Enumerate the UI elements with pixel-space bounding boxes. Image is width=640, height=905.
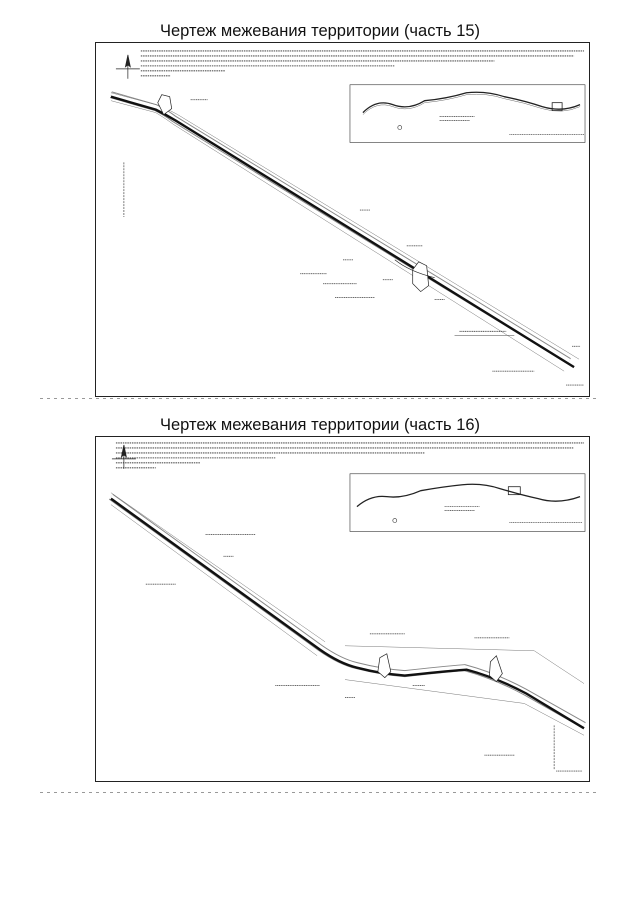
header-note bbox=[116, 443, 584, 468]
inset-location-map bbox=[350, 474, 585, 532]
north-arrow-icon bbox=[116, 55, 140, 79]
drawing-part-15 bbox=[96, 43, 589, 396]
drawing-sheet-part-15 bbox=[95, 42, 590, 397]
drawing-sheet-part-16 bbox=[95, 436, 590, 782]
header-note bbox=[141, 51, 584, 76]
drawing-part-16 bbox=[96, 437, 589, 781]
north-arrow-icon bbox=[112, 445, 136, 469]
scan-artifact bbox=[40, 398, 600, 399]
page-title-part-16: Чертеж межевания территории (часть 16) bbox=[159, 416, 481, 434]
scan-artifact bbox=[40, 792, 600, 793]
page-title-part-15: Чертеж межевания территории (часть 15) bbox=[159, 22, 481, 40]
inset-location-map bbox=[350, 85, 585, 143]
